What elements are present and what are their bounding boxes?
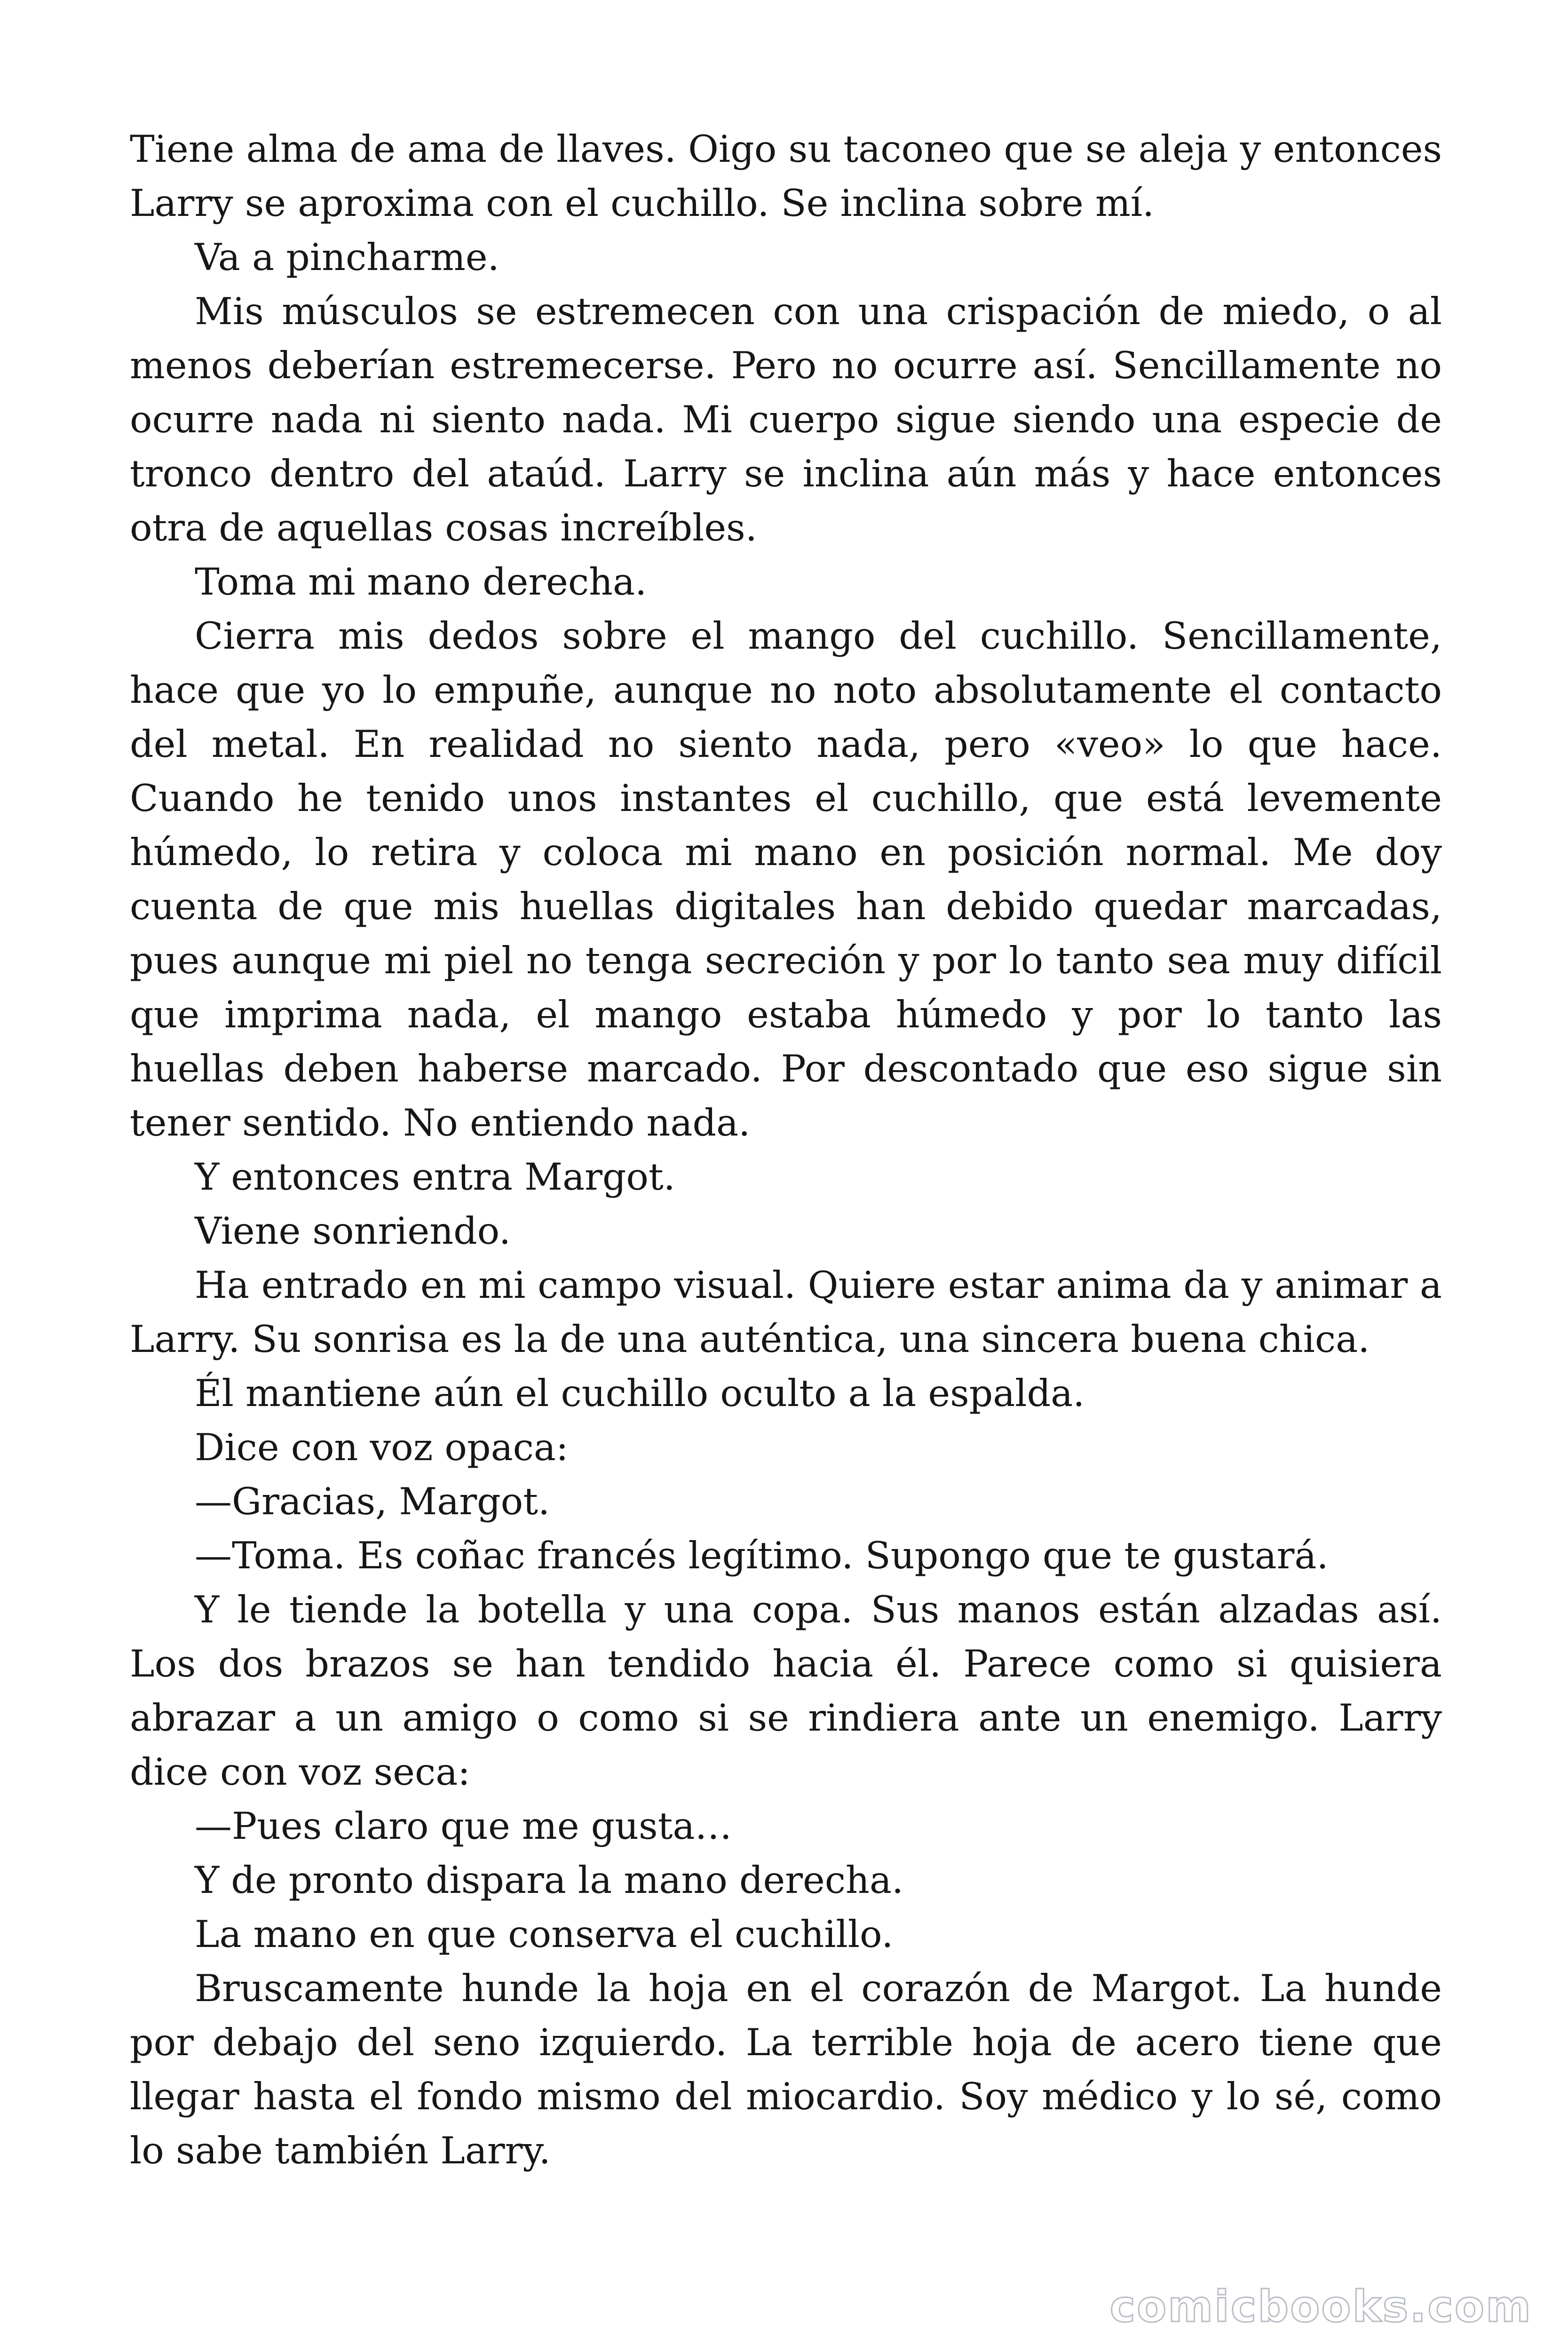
paragraph: Y le tiende la botella y una copa. Sus manos están alzadas así. Los dos brazos se han tendido hacia él. Parece como si quisiera abrazar a un amigo o como si se rindiera ante un enemigo. Larry dice con voz seca: [130,1588,1442,1794]
paragraph: Tiene alma de ama de llaves. Oigo su taconeo que se aleja y entonces Larry se aproxima con el cuchillo. Se inclina sobre mí. [130,127,1442,225]
paragraph: —Pues claro que me gusta… [195,1804,732,1848]
paragraph: —Gracias, Margot. [195,1480,550,1523]
paragraph: Cierra mis dedos sobre el mango del cuchillo. Sencillamente, hace que yo lo empuñe, aunque no noto absolutamente el contacto del metal. En realidad no siento nada, pero «veo» lo que hace. Cuando he tenido unos instantes el cuchillo, que está levemente húmedo, lo retira y coloca mi mano en posición normal. Me doy cuenta de que mis huellas digitales han debido quedar marcadas, pues aunque mi piel no tenga secreción y por lo tanto sea muy difícil que imprima nada, el mango estaba húmedo y por lo tanto las huellas deben haberse marcado. Por descontado que eso sigue sin tener sentido. No entiendo nada. [130,614,1442,1144]
paragraph: Va a pincharme. [195,236,499,279]
book-page-text [130,122,1442,2178]
watermark: comicbooks.com [1109,2281,1532,2332]
paragraph: Toma mi mano derecha. [195,560,647,604]
paragraph: Y entonces entra Margot. [195,1155,675,1199]
paragraph: La mano en que conserva el cuchillo. [195,1913,894,1956]
paragraph: Viene sonriendo. [195,1209,511,1253]
paragraph: Dice con voz opaca: [195,1426,569,1469]
paragraph: —Toma. Es coñac francés legítimo. Supongo que te gustará. [195,1534,1329,1577]
paragraph: Y de pronto dispara la mano derecha. [195,1859,904,1902]
paragraph: Él mantiene aún el cuchillo oculto a la espalda. [195,1372,1085,1415]
paragraph: Bruscamente hunde la hoja en el corazón de Margot. La hunde por debajo del seno izquierdo. La terrible hoja de acero tiene que llegar hasta el fondo mismo del miocardio. Soy médico y lo sé, como lo sabe también Larry. [130,1967,1442,2172]
paragraph: Ha entrado en mi campo visual. Quiere estar anima da y animar a Larry. Su sonrisa es la de una auténtica, una sincera buena chica. [130,1263,1442,1361]
paragraph: Mis músculos se estremecen con una crispación de miedo, o al menos deberían estremecerse. Pero no ocurre así. Sencillamente no ocurre nada ni siento nada. Mi cuerpo sigue siendo una especie de tronco dentro del ataúd. Larry se inclina aún más y hace entonces otra de aquellas cosas increíbles. [130,290,1442,549]
